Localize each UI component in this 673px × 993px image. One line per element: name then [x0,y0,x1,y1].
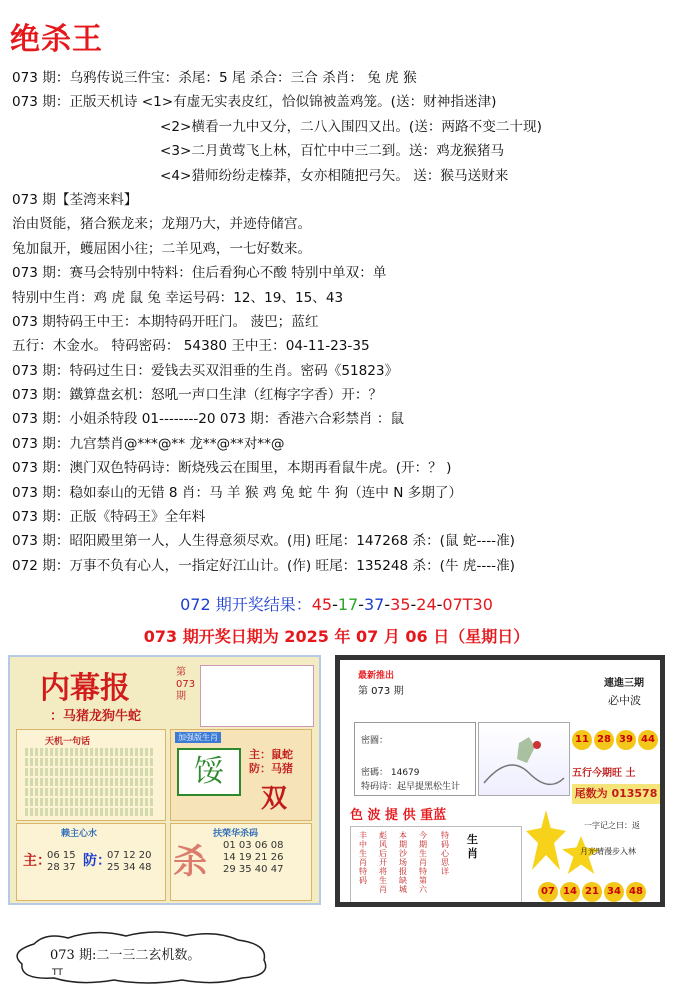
tianji-title: 天机一句话 [45,737,91,747]
code-poem: 特码诗：起早提黑松生计 [361,782,461,792]
vcol: 特码心思详 [441,831,449,876]
right-issue: 第 073 期 [358,686,404,697]
result-special: T30 [462,595,493,614]
zhu-fang-text: 主：鼠蛇 防：马猪 [249,748,293,775]
latest-label: 最新推出 [358,671,395,681]
line-13: 073 期：特码过生日：爱钱去买双泪垂的生肖。密码《51823》 [12,362,399,379]
color-provider: 色 波 提 供 重蓝 [350,808,447,823]
text-row [25,808,155,816]
line-6: 073 期【荃湾来料】 [12,191,138,208]
forecast-lines [12,66,667,578]
top-ball-3: 39 [616,730,636,750]
vcol: 今期生肖特第六 [419,831,427,894]
result-num-5: 24 [416,595,437,614]
bottom-ball-1: 07 [538,882,558,902]
xinshui-box [16,823,166,901]
crane-picture [478,722,570,796]
zhu-label: 主： [23,853,51,869]
poster-banner: 内幕报 [40,671,130,706]
cloud-tail: TT [52,968,63,978]
shama-box [170,823,312,901]
line-18: 073 期：稳如泰山的无错 8 肖：马 羊 猴 鸡 兔 蛇 牛 狗（连中 N 多期了） [12,484,463,501]
shengxiao-label: 生肖 [467,833,478,860]
text-row [25,768,155,776]
line-17: 073 期：澳门双色特码诗：断烧残云在围里，本期再看鼠牛虎。(开：？ ) [12,460,452,477]
shama-title: 扶荣华杀码 [213,829,259,839]
line-4: <3>二月黄莺飞上林，百忙中中三二到。送：鸡龙猴猪马 [160,143,505,160]
fang-numbers: 07 12 20 25 34 48 [107,850,152,873]
shengxiao-tag: 加强版生肖 [175,732,221,743]
zhu-numbers: 06 15 28 37 [47,850,76,873]
result-num-1: 45 [311,595,333,614]
tail-label: 尾数为 013578 [572,784,660,804]
poster-issue: 第 073 期 [176,667,196,702]
line-11: 073 期特码王中王：本期特码开旺门。 菠巴；蓝红 [12,313,319,330]
vcol: 丰中生肖特码 [359,831,367,885]
draw-result: 072 期开奖结果：45-17-37-35-24-07T30 [180,595,493,614]
code-label: 密圖： [361,736,389,746]
xinshui-title: 赖主心水 [61,829,98,839]
top-ball-2: 28 [594,730,614,750]
crane-icon [479,723,569,795]
shengxiao-box [170,729,312,821]
bizhongbo-label: 必中波 [608,694,641,707]
top-ball-1: 11 [572,730,592,750]
text-row [25,758,155,766]
cloud-text: 073 期:二一三二玄机数。 [50,948,201,963]
vertical-text-box [350,826,522,904]
shuang-char: 双 [261,784,288,814]
thought-cloud [6,930,276,982]
text-row [25,788,155,796]
line-14: 073 期：鐵算盘玄机：怒吼一声口生津（红梅字字香）开：？ [12,387,383,404]
result-label: 072 期开奖结果： [180,595,312,614]
line-5: <4>猎师纷纷走榛莽，女亦相随把弓矢。 送：猴马送财来 [160,167,509,184]
bottom-ball-2: 14 [560,882,580,902]
code-number: 密碼： 14679 [361,768,420,778]
code-box [354,722,476,796]
wuxing-label: 五行今期旺 土 [572,768,636,779]
line-8: 兔加鼠开，蠖屈困小往；二羊见鸡，一七好数来。 [12,240,312,257]
text-row [25,798,155,806]
result-num-6: 07 [442,595,463,614]
next-draw-date: 073 期开奖日期为 2025 年 07 月 06 日（星期日） [143,627,530,646]
vcol: 本期沙场报缺城 [399,831,407,894]
neimubao-poster [8,655,321,905]
rao-char: 馁 [177,748,241,796]
page-title: 绝杀王 [10,22,103,57]
line-15: 073 期：小姐杀特段 01--------20 073 期：香港六合彩禁肖 ：鼠 [12,411,405,428]
line-1: 073 期：乌鸦传说三件宝：杀尾：5 尾 杀合：三合 杀肖： 兔 虎 猴 [12,70,417,86]
line-10: 特别中生肖：鸡 虎 鼠 兔 幸运号码：12、19、15、43 [12,289,344,306]
tip-line-1: 一字记之曰：返 [584,821,640,830]
poster-banner-sub: ：马猪龙狗牛蛇 [50,709,142,724]
line-3: <2>横看一九中又分，二八入围四又出。(送：两路不变二十现) [160,118,542,135]
tip-line-2: 月光晴漫步入林 [580,847,636,856]
text-row [25,778,155,786]
starburst-icon [526,810,566,870]
result-num-2: 17 [337,595,359,614]
line-2: 073 期：正版天机诗 <1>有虚无实表皮红，恰似锦被盖鸡笼。(送：财神指迷津) [12,94,497,111]
line-20: 073 期：昭阳殿里第一人，人生得意须尽欢。(用) 旺尾：147268 杀：(鼠 蛇----准) [12,533,515,550]
lianzhong-label: 連進三期 [604,678,644,689]
line-16: 073 期：九宫禁肖@***@** 龙**@**对**@ [12,435,285,452]
result-num-4: 35 [390,595,411,614]
vcol: 彪风后开将生肖 [379,831,387,894]
bottom-ball-4: 34 [604,882,624,902]
line-7: 治由贤能，猪合猴龙来；龙翔乃大，并迹侍储宫。 [12,216,312,233]
line-9: 073 期：赛马会特别中特料：住后看狗心不酸 特别中单双：单 [12,265,387,282]
result-num-3: 37 [364,595,385,614]
bottom-ball-5: 48 [626,882,646,902]
bizhongbo-poster [335,655,665,907]
bottom-ball-3: 21 [582,882,602,902]
line-19: 073 期：正版《特码王》全年料 [12,509,206,526]
shama-numbers: 01 03 06 08 14 19 21 26 29 35 40 47 [223,840,284,875]
line-21: 072 期：万事不负有心人，一指定好江山计。(作) 旺尾：135248 杀：(牛 虎----准) [12,557,515,574]
top-ball-4: 44 [638,730,658,750]
tianji-box [16,729,166,821]
sha-char: 杀 [173,842,207,882]
text-row [25,748,155,756]
fang-label: 防： [83,853,111,869]
line-12: 五行：木金水。 特码密码： 54380 王中王：04-11-23-35 [12,338,370,355]
poster-white-box [200,665,314,727]
